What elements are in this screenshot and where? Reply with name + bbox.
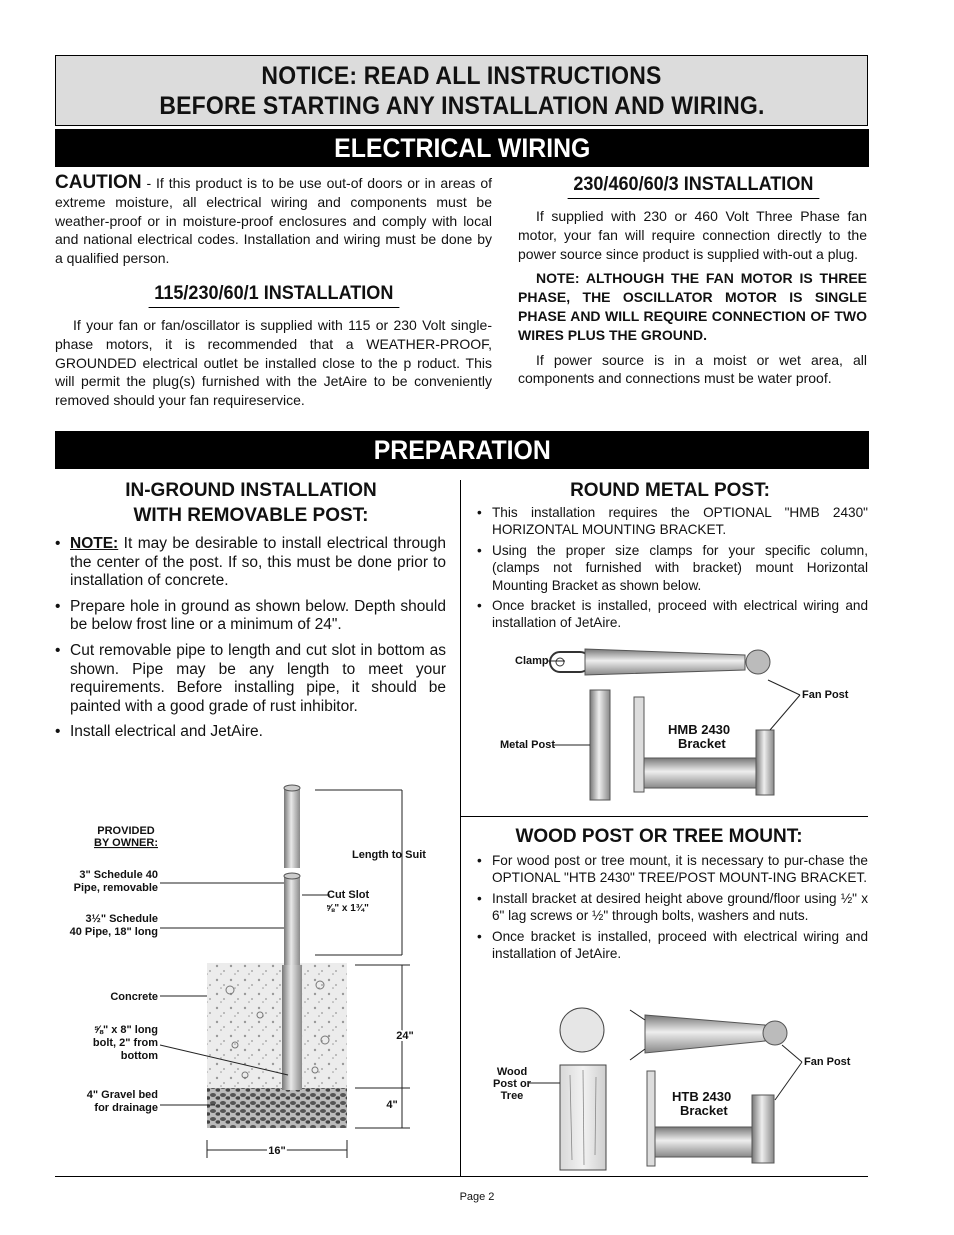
svg-text:Metal Post: Metal Post — [500, 739, 556, 751]
htb-bracket-diagram — [490, 1005, 860, 1175]
section-divider — [460, 816, 868, 817]
list-item: • For wood post or tree mount, it is necessary to pur-chase the OPTIONAL "HTB 2430" TREE/POST MOUNT-ING BRACKET. — [477, 852, 868, 887]
svg-text:Post or: Post or — [493, 1078, 531, 1090]
list-item: • This installation requires the OPTIONAL "HMB 2430" HORIZONTAL MOUNTING BRACKET. — [477, 504, 868, 539]
single-phase-heading: 115/230/60/1 INSTALLATION — [55, 283, 492, 308]
svg-text:Bracket: Bracket — [678, 736, 726, 751]
three-phase-heading: 230/460/60/3 INSTALLATION — [518, 174, 868, 199]
svg-text:40 Pipe, 18" long: 40 Pipe, 18" long — [69, 926, 158, 938]
fixed-pipe — [282, 965, 302, 1090]
wood-post-instructions — [477, 852, 868, 965]
single-phase-text: If your fan or fan/oscillator is supplied with 115 or 230 Volt single-phase motors, it is recommended that a WEATHER-PROOF, GROUNDED electrical outlet be installed close to the p roduct. This will permit the plug(s) furnished with the JetAire to be conveniently removed should your fan requireservice. — [55, 317, 492, 409]
list-item: • Once bracket is installed, proceed with electrical wiring and installation of JetAire. — [477, 928, 868, 963]
svg-text:Wood: Wood — [496, 1066, 528, 1078]
notice-line-2: BEFORE STARTING ANY INSTALLATION AND WIRING. — [158, 91, 765, 120]
svg-text:Pipe, removable: Pipe, removable — [73, 882, 158, 894]
svg-text:Clamp: Clamp — [515, 655, 549, 667]
svg-text:bolt, 2" from: bolt, 2" from — [92, 1037, 158, 1049]
list-item: • Cut removable pipe to length and cut slot in bottom as shown. Pipe may be any length to meet your requirements. Before installing pipe, it should be painted with a good grade of rust inhibitor. — [55, 642, 446, 716]
list-item: • Prepare hole in ground as shown below. Depth should be below frost line or a minimum of 24". — [55, 598, 446, 635]
three-phase-text: If supplied with 230 or 460 Volt Three Phase fan motor, your fan will require connection directly to the power source since product is supplied with-out a plug. — [518, 208, 867, 262]
three-phase-note: NOTE: ALTHOUGH THE FAN MOTOR IS THREE PHASE, THE OSCILLATOR MOTOR IS SINGLE PHASE AND WILL REQUIRE CONNECTION OF TWO WIRES PLUS THE GROUND. — [518, 270, 867, 343]
svg-text:PROVIDED: PROVIDED — [97, 825, 155, 837]
svg-text:3½" Schedule: 3½" Schedule — [85, 913, 158, 925]
svg-text:Bracket: Bracket — [680, 1103, 728, 1118]
moisture-text: If power source is in a moist or wet area, all components and connections must be water proof. — [518, 351, 867, 387]
svg-text:HTB 2430: HTB 2430 — [672, 1089, 732, 1104]
svg-text:Fan Post: Fan Post — [804, 1056, 851, 1068]
electrical-wiring-heading: ELECTRICAL WIRING — [55, 129, 869, 167]
single-phase-section — [55, 316, 492, 410]
notice-line-1: NOTICE: READ ALL INSTRUCTIONS — [261, 61, 662, 90]
inground-diagram — [60, 780, 460, 1170]
list-item: • Once bracket is installed, proceed with electrical wiring and installation of JetAire. — [477, 597, 868, 632]
svg-text:Fan Post: Fan Post — [802, 689, 849, 701]
round-metal-instructions — [477, 504, 868, 635]
wood-post-heading: WOOD POST OR TREE MOUNT: — [515, 826, 803, 847]
svg-text:⅝" x 1¾": ⅝" x 1¾" — [326, 903, 369, 914]
removable-pipe-lower — [284, 876, 300, 966]
svg-text:Concrete: Concrete — [110, 991, 158, 1003]
svg-text:for drainage: for drainage — [94, 1102, 158, 1114]
inground-heading: IN-GROUND INSTALLATION WITH REMOVABLE POST: — [125, 480, 377, 526]
svg-text:4" Gravel bed: 4" Gravel bed — [86, 1089, 158, 1101]
three-phase-section — [518, 207, 867, 388]
list-item: • Install electrical and JetAire. — [55, 723, 446, 742]
svg-text:4": 4" — [386, 1099, 398, 1111]
notice-box — [55, 55, 868, 126]
preparation-heading: PREPARATION — [55, 431, 869, 469]
svg-text:Length to Suit: Length to Suit — [352, 849, 426, 861]
list-item: • NOTE: It may be desirable to install electrical through the center of the post. If so, this must be done prior to installation of concrete. — [55, 535, 446, 591]
note-label: NOTE: — [70, 535, 119, 552]
gravel-bed — [207, 1088, 347, 1128]
svg-text:HMB 2430: HMB 2430 — [668, 722, 731, 737]
svg-text:Tree: Tree — [500, 1090, 524, 1102]
inground-instructions — [55, 535, 446, 749]
fan-post — [752, 1095, 774, 1163]
caution-paragraph — [55, 174, 492, 268]
caution-label: CAUTION — [55, 172, 142, 193]
svg-text:3" Schedule 40: 3" Schedule 40 — [79, 869, 158, 881]
removable-pipe-upper — [284, 788, 300, 868]
svg-text:16": 16" — [268, 1145, 286, 1157]
footer-rule — [55, 1176, 868, 1177]
fan-post — [756, 730, 774, 795]
svg-text:Cut Slot: Cut Slot — [327, 889, 370, 901]
svg-text:bottom: bottom — [120, 1050, 158, 1062]
page-number: Page 2 — [459, 1191, 495, 1203]
svg-text:24": 24" — [396, 1030, 414, 1042]
list-item: • Install bracket at desired height above ground/floor using ½" x 6" lag screws or ½" through bolts, washers and nuts. — [477, 890, 868, 925]
list-item: • Using the proper size clamps for your specific column, (clamps not furnished with bracket) mount Horizontal Mounting Bracket as shown below. — [477, 542, 868, 594]
svg-text:⅝" x 8" long: ⅝" x 8" long — [93, 1024, 158, 1036]
hmb-bracket-diagram — [490, 640, 860, 810]
round-metal-heading: ROUND METAL POST: — [570, 480, 770, 501]
concrete-block — [207, 963, 347, 1088]
svg-text:BY OWNER:: BY OWNER: — [94, 837, 158, 849]
caution-text: - If this product is to be use out-of doors or in areas of extreme moisture, all electrical wiring and components must be weather-proof or in moisture-proof enclosures and comply with local and national electrical codes. Installation and wiring must be done by a qualified person. — [55, 175, 492, 267]
metal-post — [590, 690, 610, 800]
